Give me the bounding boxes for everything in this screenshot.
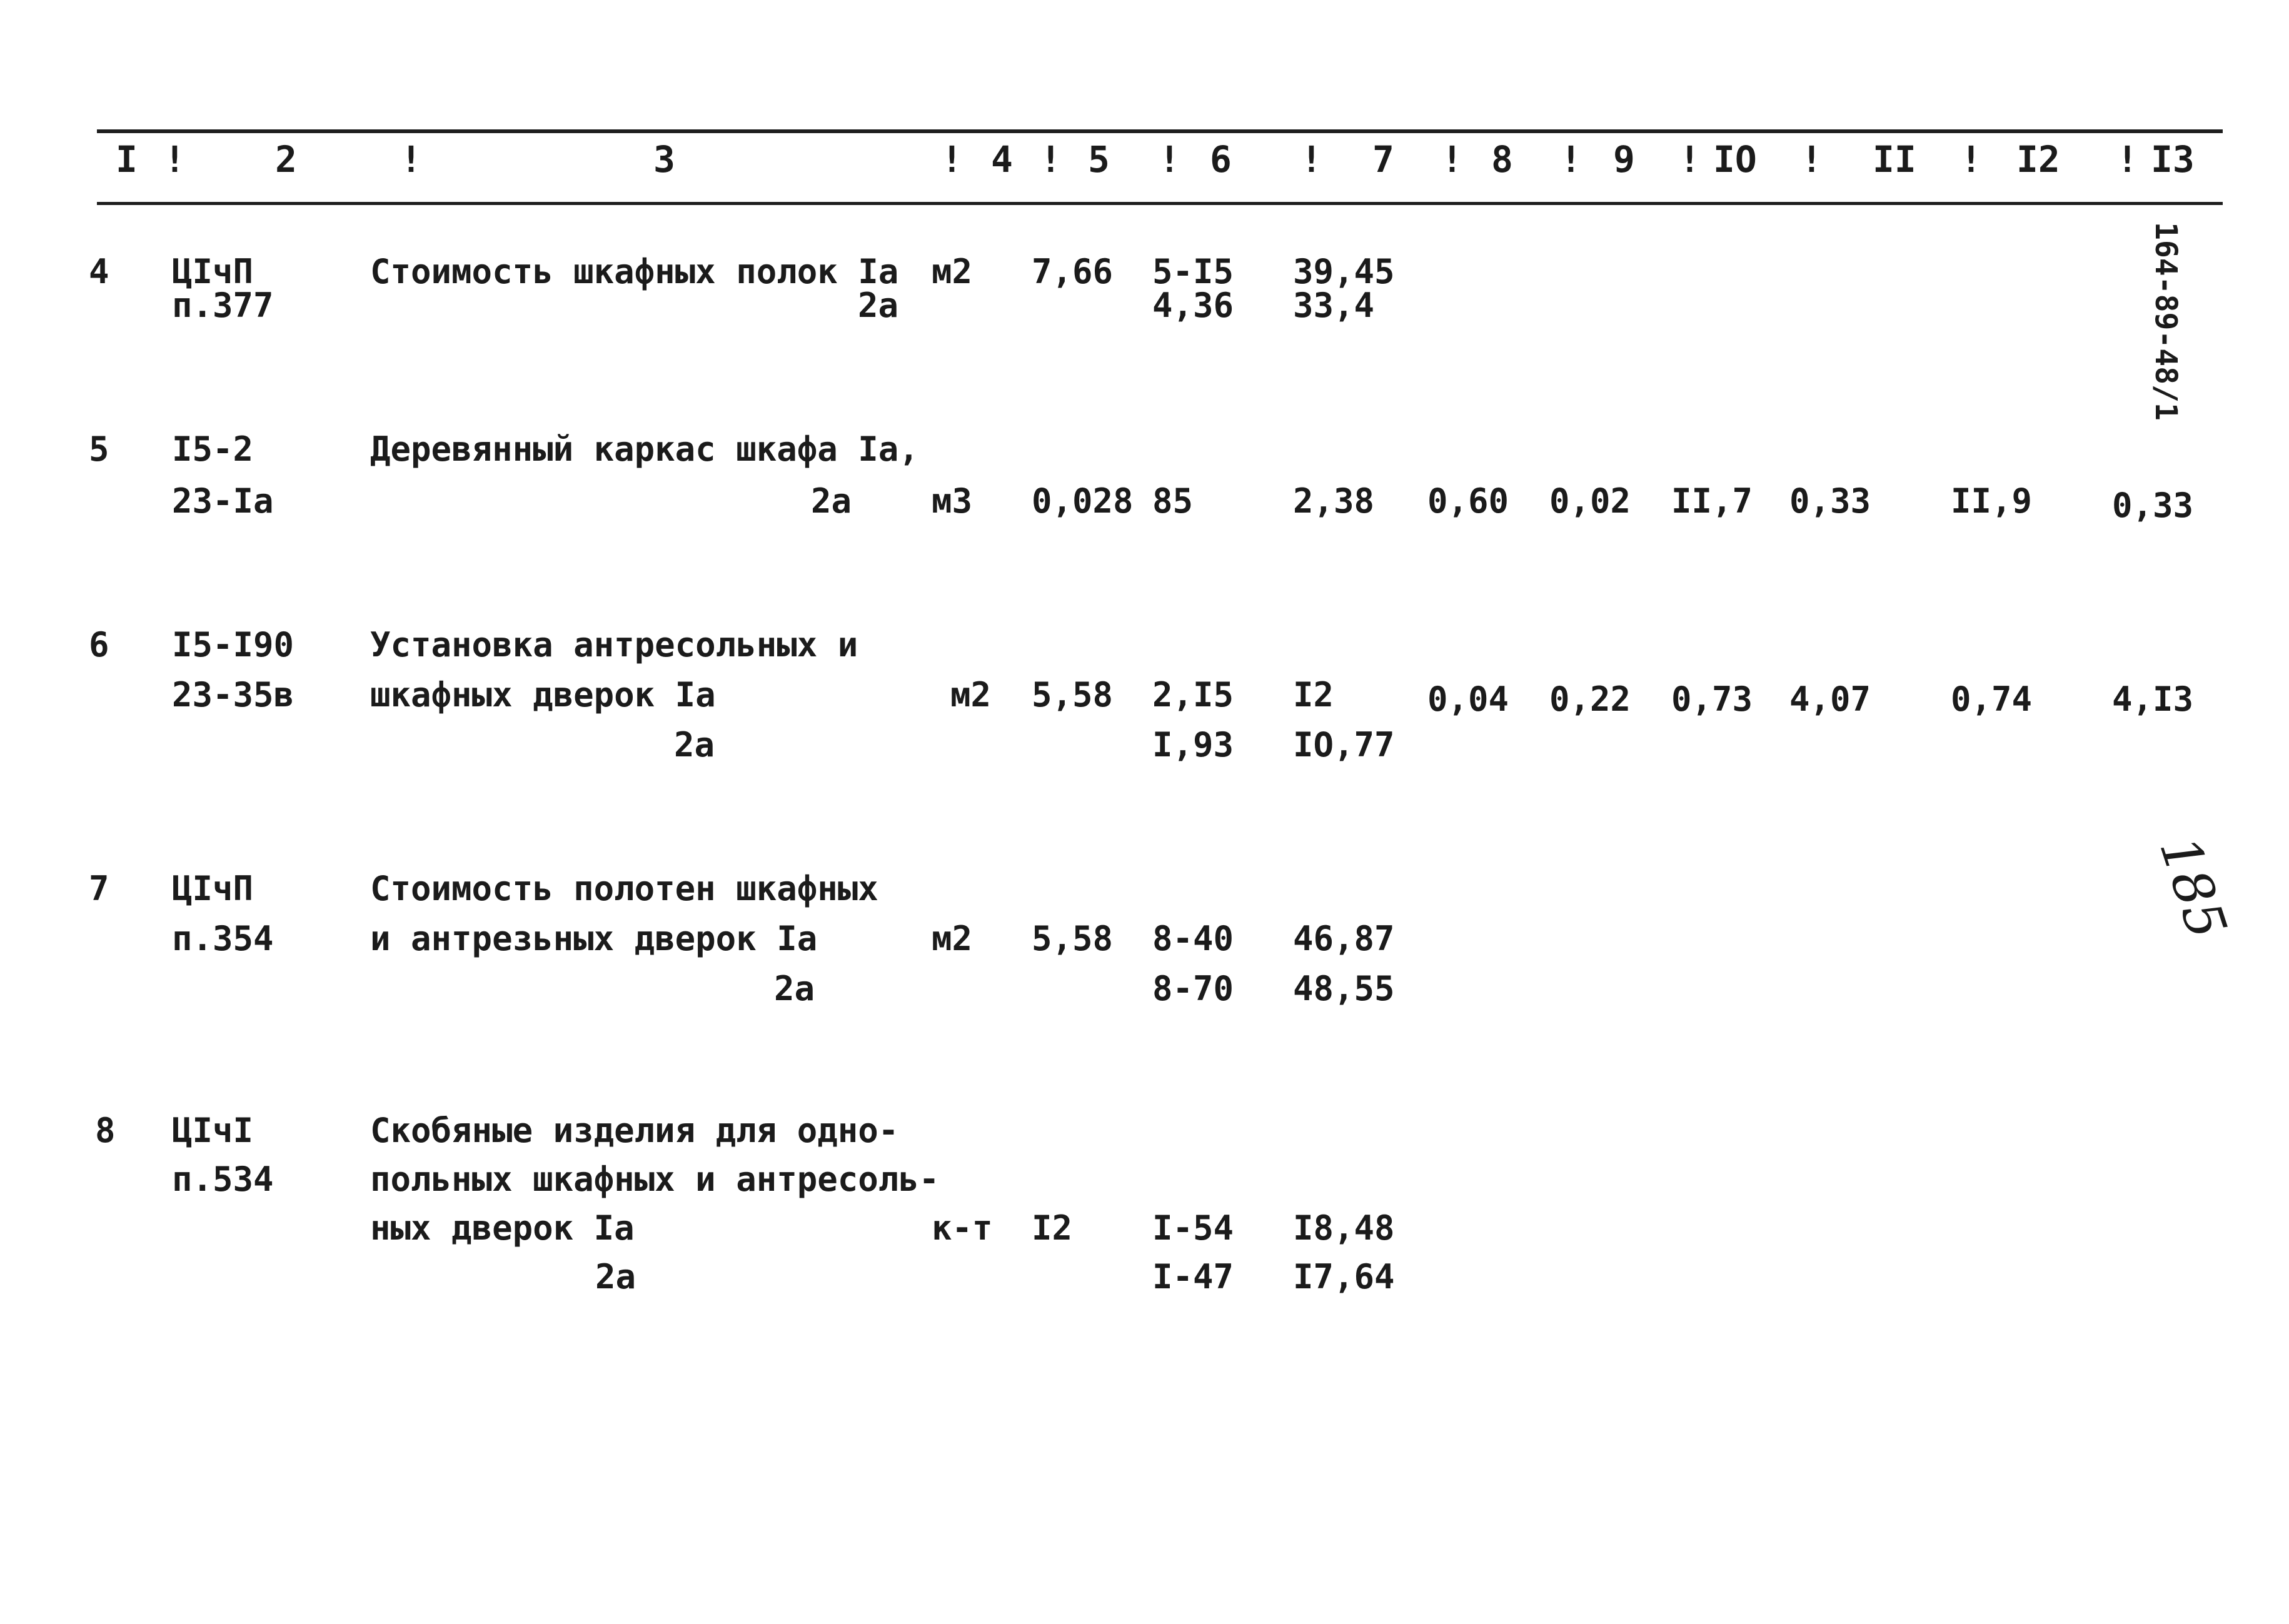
header-col-2: 2 [275,138,297,181]
col-11-value: 0,33 [1789,481,1871,521]
header-separator: ! [1040,138,1062,181]
row-number: 7 [89,869,109,908]
col-9-value: 0,22 [1549,679,1631,719]
header-col-6: 6 [1210,138,1232,181]
header-top-rule [97,129,2223,133]
unit-price: I-47 [1152,1257,1234,1296]
unit-price: 8-70 [1152,969,1234,1008]
quantity: 7,66 [1032,252,1114,291]
col-12-value: 0,74 [1951,679,2033,719]
header-col-5: 5 [1088,138,1110,181]
col-8-value: 0,04 [1427,679,1509,719]
unit: м2 [932,919,973,958]
work-description: Установка антресольных и [370,625,858,664]
total-cost: 48,55 [1293,969,1395,1008]
total-cost: I8,48 [1293,1208,1395,1248]
norm-code: п.377 [172,286,274,325]
unit-price: 85 [1152,481,1194,521]
header-col-12: I2 [2016,138,2060,181]
total-cost: IO,77 [1293,725,1395,764]
total-cost: 46,87 [1293,919,1395,958]
unit-price: 2,I5 [1152,675,1234,714]
col-10-value: 0,73 [1671,679,1753,719]
norm-code: 23-35в [172,675,294,714]
unit: м2 [950,675,992,714]
unit-price: 8-40 [1152,919,1234,958]
total-cost: 33,4 [1293,286,1375,325]
unit-price: I-54 [1152,1208,1234,1248]
header-separator: ! [400,138,422,181]
norm-code: ЦIчI [172,1111,254,1150]
work-description: 2а [595,1257,636,1296]
header-col-8: 8 [1491,138,1513,181]
work-description: ных дверок Iа [370,1208,635,1248]
work-description: шкафных дверок Iа [370,675,716,714]
work-description: 2а [774,969,815,1008]
unit-price: 5-I5 [1152,252,1234,291]
row-number: 8 [95,1111,116,1150]
header-separator: ! [1801,138,1823,181]
col-13-value: 4,I3 [2112,679,2194,719]
handwritten-page-number: 185 [2147,829,2238,946]
work-description: польных шкафных и антресоль- [370,1160,940,1199]
work-description: 2а [674,725,715,764]
work-description: и антрезьных дверок Iа [370,919,818,958]
norm-code: п.534 [172,1160,274,1199]
header-col-4: 4 [991,138,1013,181]
unit: к-т [932,1208,993,1248]
header-separator: ! [2116,138,2138,181]
col-13-value: 0,33 [2112,486,2194,525]
header-col-7: 7 [1372,138,1394,181]
unit: м3 [932,481,973,521]
quantity: 0,028 [1032,481,1134,521]
work-description: Скобяные изделия для одно- [370,1111,899,1150]
quantity: I2 [1032,1208,1073,1248]
work-description: Стоимость шкафных полок Iа [370,252,899,291]
work-description: 2а [811,481,852,521]
header-col-13: I3 [2151,138,2195,181]
col-9-value: 0,02 [1549,481,1631,521]
header-separator: ! [1679,138,1701,181]
norm-code: I5-I90 [172,625,294,664]
header-separator: ! [1441,138,1463,181]
header-separator: ! [941,138,963,181]
header-col-9: 9 [1613,138,1635,181]
norm-code: 23-Iа [172,481,274,521]
row-number: 4 [89,252,109,291]
row-number: 6 [89,625,109,664]
total-cost: 2,38 [1293,481,1375,521]
unit: м2 [932,252,973,291]
work-description: Деревянный каркас шкафа Iа, [370,429,919,469]
row-number: 5 [89,429,109,469]
quantity: 5,58 [1032,675,1114,714]
col-12-value: II,9 [1951,481,2033,521]
col-8-value: 0,60 [1427,481,1509,521]
norm-code: I5-2 [172,429,254,469]
document-code-stamp: 164-89-48/1 [2148,222,2183,421]
header-separator: ! [1560,138,1582,181]
norm-code: ЦIчП [172,252,254,291]
header-separator: ! [1300,138,1322,181]
work-description: Стоимость полотен шкафных [370,869,878,908]
norm-code: ЦIчП [172,869,254,908]
col-11-value: 4,07 [1789,679,1871,719]
col-10-value: II,7 [1671,481,1753,521]
header-bottom-rule [97,202,2223,205]
header-separator: ! [164,138,186,181]
work-description: 2а [858,286,899,325]
total-cost: I7,64 [1293,1257,1395,1296]
unit-price: 4,36 [1152,286,1234,325]
norm-code: п.354 [172,919,274,958]
header-col-1: I [116,138,138,181]
unit-price: I,93 [1152,725,1234,764]
header-col-11: II [1873,138,1916,181]
quantity: 5,58 [1032,919,1114,958]
header-col-3: 3 [653,138,675,181]
total-cost: 39,45 [1293,252,1395,291]
header-col-10: IO [1713,138,1757,181]
header-separator: ! [1960,138,1982,181]
header-separator: ! [1159,138,1180,181]
total-cost: I2 [1293,675,1334,714]
